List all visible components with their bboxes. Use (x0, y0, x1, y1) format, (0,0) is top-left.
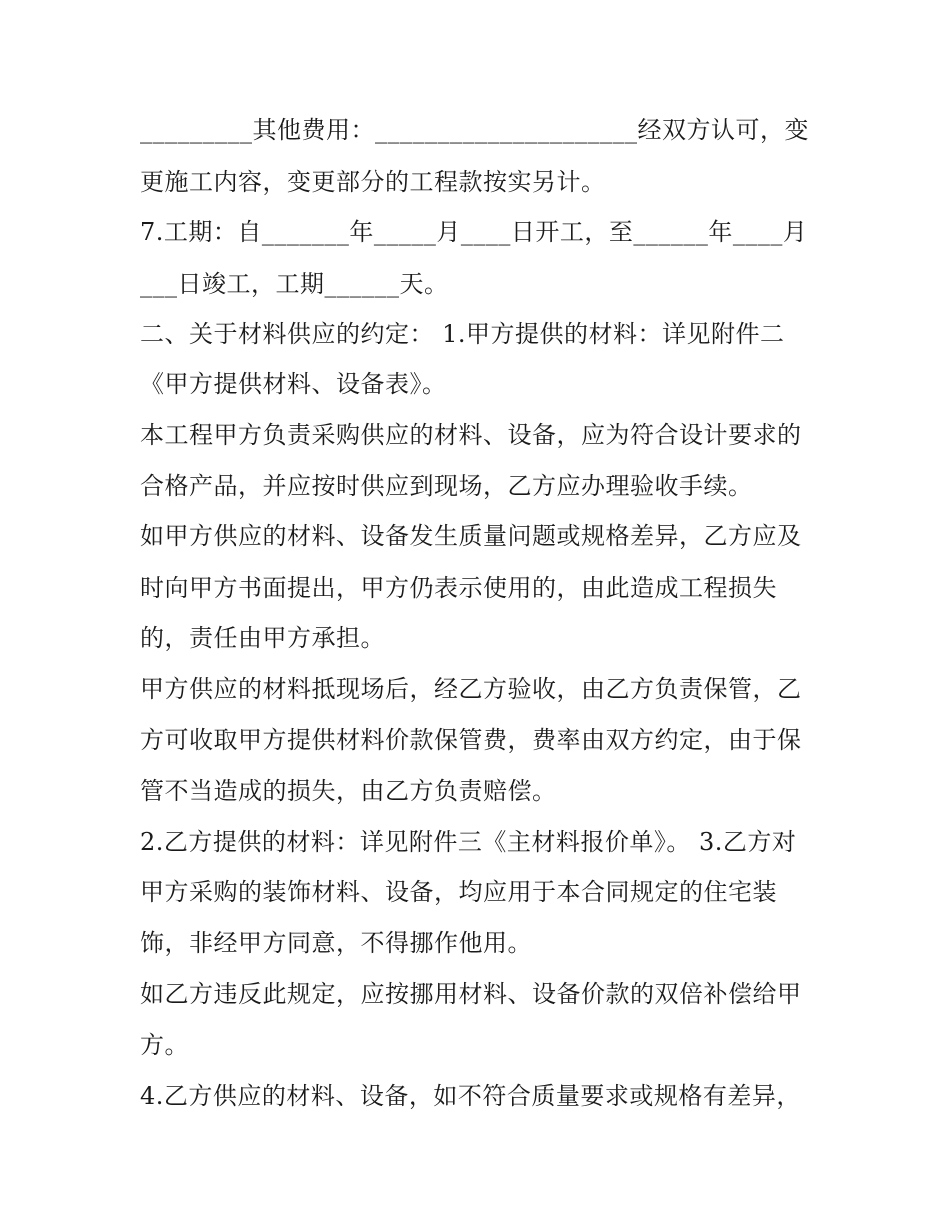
text-line: 7.工期：自_______年_____月____日开工，至______年____月 (140, 218, 808, 246)
text-line: 如甲方供应的材料、设备发生质量问题或规格差异，乙方应及 (140, 522, 802, 550)
text-line: 更施工内容，变更部分的工程款按实另计。 (140, 168, 606, 196)
text-line: 管不当造成的损失，由乙方负责赔偿。 (140, 777, 557, 805)
text-line: 甲方供应的材料抵现场后，经乙方验收，由乙方负责保管，乙 (140, 675, 802, 703)
text-line: 时向甲方书面提出，甲方仍表示使用的，由此造成工程损失 (140, 574, 777, 602)
text-line: 方可收取甲方提供材料价款保管费，费率由双方约定，由于保 (140, 726, 802, 754)
text-line: ___日竣工，工期______天。 (140, 270, 449, 298)
text-line: 二、关于材料供应的约定： 1.甲方提供的材料：详见附件二 (140, 320, 785, 348)
text-line: 的，责任由甲方承担。 (140, 624, 385, 652)
text-line: _________其他费用：_____________________经双方认可，变 (140, 116, 809, 144)
text-line: 饰，非经甲方同意，不得挪作他用。 (140, 929, 532, 957)
text-line: 合格产品，并应按时供应到现场，乙方应办理验收手续。 (140, 472, 753, 500)
text-line: 如乙方违反此规定，应按挪用材料、设备价款的双倍补偿给甲 (140, 980, 802, 1008)
text-line: 《甲方提供材料、设备表》。 (140, 370, 447, 398)
text-line: 甲方采购的装饰材料、设备，均应用于本合同规定的住宅装 (140, 878, 777, 906)
text-line: 2.乙方提供的材料：详见附件三《主材料报价单》。 3.乙方对 (140, 828, 797, 856)
text-line: 方。 (140, 1031, 189, 1059)
text-line: 4.乙方供应的材料、设备，如不符合质量要求或规格有差异， (140, 1082, 801, 1110)
text-line: 本工程甲方负责采购供应的材料、设备，应为符合设计要求的 (140, 421, 802, 449)
